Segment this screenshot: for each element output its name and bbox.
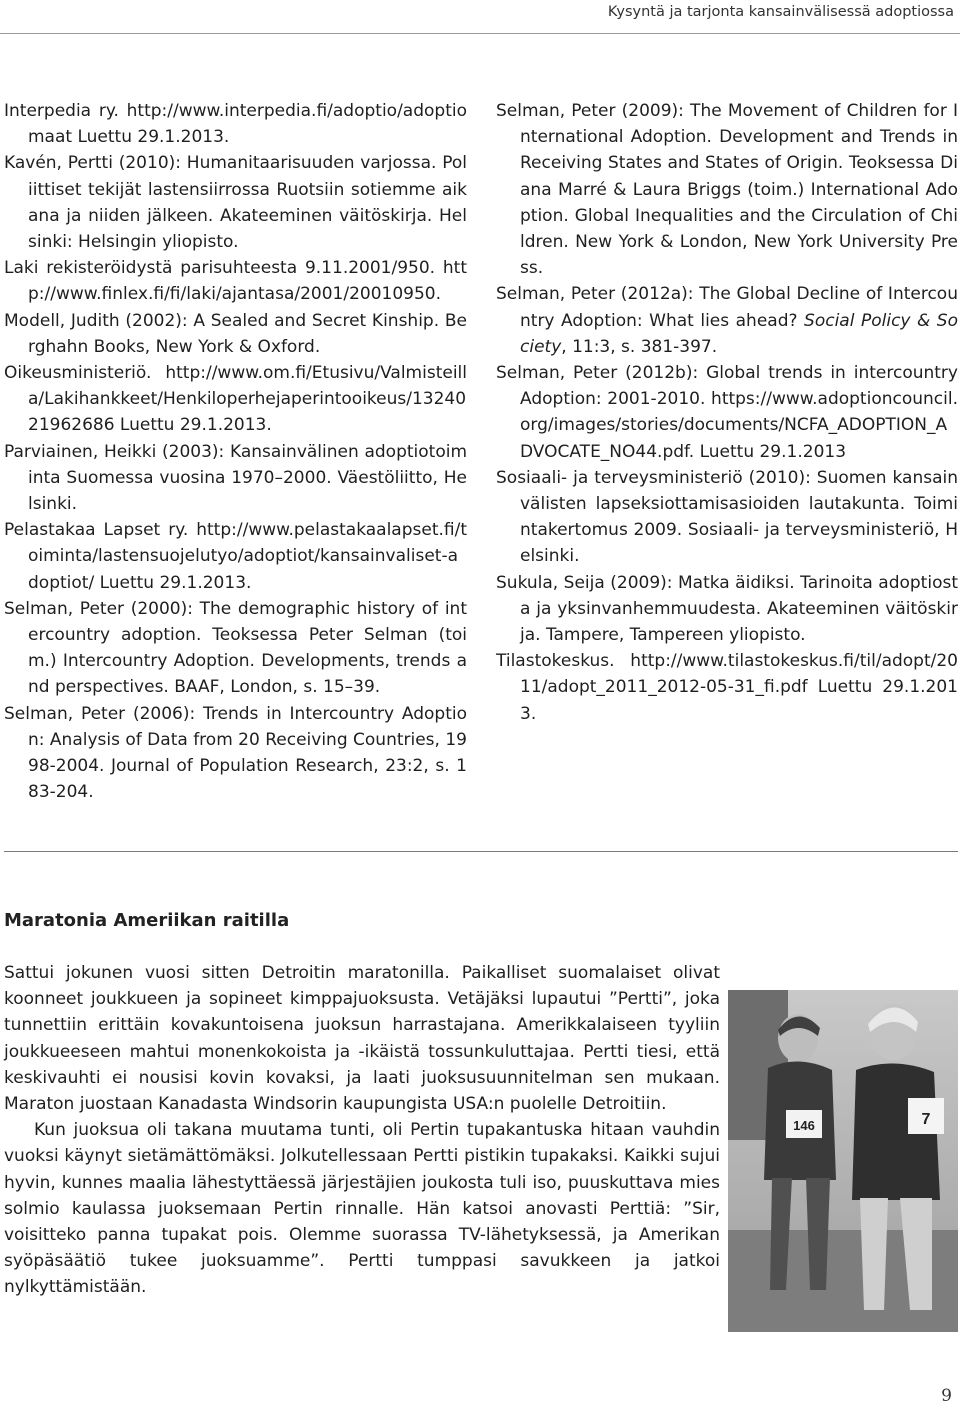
article-title: Maratonia Ameriikan raitilla (4, 910, 290, 931)
header-divider (0, 33, 960, 34)
reference-item: Selman, Peter (2006): Trends in Intercountry Adoption: Analysis of Data from 20 Receiving Countries, 1998-2004. Journal of Population Research, 23:2, s. 183-204. (4, 703, 467, 803)
runners-photo (728, 990, 958, 1332)
article-body (4, 960, 958, 1330)
reference-item: Laki rekisteröidystä parisuhteesta 9.11.2001/950. http://www.finlex.fi/fi/laki/ajantasa/2001/20010950. (4, 258, 467, 305)
running-header: Kysyntä ja tarjonta kansainvälisessä adoptiossa (607, 4, 954, 20)
reference-item: Kavén, Pertti (2010): Humanitaarisuuden varjossa. Poliittiset tekijät lastensiirrossa Ruotsiin sotiemme aikana ja niiden jälkeen. Akateeminen väitöskirja. Helsinki: Helsingin yliopisto. (4, 153, 467, 253)
references-left-column (4, 98, 467, 805)
article-paragraph: Kun juoksua oli takana muutama tunti, oli Pertin tupakantuska hitaan vauhdin vuoksi käynyt sietämättömäksi. Jolkutellessaan Pertti pistikin tupakaksi. Kaikki sujui hyvin, kunnes maalia lähestyttäessä järjestäjien joukosta tuli iso, puuskuttava mies solmio kaulassa juoksemaan Pertin rinnalle. Hän katsoi anovasti Perttiä: ”Sir, voisitteko panna tupakat pois. Olemme suorassa TV-lähetyksessä, ja Amerikan syöpäsäätiö tukee juoksuamme”. Pertti tumppasi savukkeen ja jatkoi nylkyttämistään. (4, 1120, 720, 1298)
reference-item: Tilastokeskus. http://www.tilastokeskus.fi/til/adopt/2011/adopt_2011_2012-05-31_fi.pdf Luettu 29.1.2013. (496, 651, 958, 724)
reference-item: Pelastakaa Lapset ry. http://www.pelastakaalapset.fi/toiminta/lastensuojelutyo/adoptiot/kansainvaliset-adoptiot/ Luettu 29.1.2013. (4, 520, 467, 593)
bib-number-left: 146 (793, 1118, 815, 1133)
page-number: 9 (941, 1386, 952, 1406)
references-right-column (496, 98, 958, 727)
article-paragraph: Sattui jokunen vuosi sitten Detroitin maratonilla. Paikalliset suomalaiset olivat koonneet joukkueen ja sopineet kimppajuoksusta. Vetäjäksi lupautui ”Pertti”, joka tunnettiin erittäin kovakuntoisena juoksun harrastajana. Amerikkalaiseen tyyliin joukkueeseen mahtui monenkokoista ja -ikäistä tossunkuluttajaa. Pertti tiesi, että keskivauhti ei nousisi kovin kovaksi, ja laati juoksusuunnitelman sen mukaan. Maraton juostaan Kanadasta Windsorin kaupungista USA:n puolelle Detroitiin. (4, 963, 720, 1115)
bib-number-right: 7 (921, 1111, 931, 1128)
reference-item: Sukula, Seija (2009): Matka äidiksi. Tarinoita adoptiosta ja yksinvanhemmuudesta. Akateeminen väitöskirja. Tampere, Tampereen yliopisto. (496, 572, 958, 646)
section-divider (4, 851, 958, 852)
reference-item: Sosiaali- ja terveysministeriö (2010): Suomen kansainvälisten lapseksiottamisasioiden lautakunta. Toimintakertomus 2009. Sosiaali- ja terveysministeriö, Helsinki. (496, 467, 958, 567)
reference-item: Selman, Peter (2000): The demographic history of intercountry adoption. Teoksessa Peter Selman (toim.) Intercountry Adoption. Developments, trends and perspectives. BAAF, London, s. 15–39. (4, 598, 467, 698)
reference-item: Parviainen, Heikki (2003): Kansainvälinen adoptiotoiminta Suomessa vuosina 1970–2000. Väestöliitto, Helsinki. (4, 441, 467, 515)
reference-item: Selman, Peter (2012b): Global trends in intercountry Adoption: 2001-2010. https://www.adoptioncouncil.org/images/stories/documents/NCFA_ADOPTION_ADVOCATE_NO44.pdf. Luettu 29.1.2013 (496, 363, 958, 462)
reference-text: , 11:3, s. 381-397. (561, 336, 718, 357)
reference-item (496, 281, 958, 360)
reference-item: Interpedia ry. http://www.interpedia.fi/adoptio/adoptiomaat Luettu 29.1.2013. (4, 101, 467, 148)
reference-item: Modell, Judith (2002): A Sealed and Secret Kinship. Berghahn Books, New York & Oxford. (4, 310, 467, 357)
journal-title: Social Policy & Society (520, 310, 958, 357)
reference-text: Selman, Peter (2012a): The Global Decline of Intercountry Adoption: What lies ahead? (496, 284, 958, 331)
reference-item: Selman, Peter (2009): The Movement of Children for International Adoption. Development and Trends in Receiving States and States of Origin. Teoksessa Diana Marré & Laura Briggs (toim.) International Adoption. Global Inequalities and the Circulation of Children. New York & London, New York University Press. (496, 101, 958, 279)
reference-item: Oikeusministeriö. http://www.om.fi/Etusivu/Valmisteilla/Lakihankkeet/Henkiloperhejaperintooikeus/1324021962686 Luettu 29.1.2013. (4, 363, 467, 436)
